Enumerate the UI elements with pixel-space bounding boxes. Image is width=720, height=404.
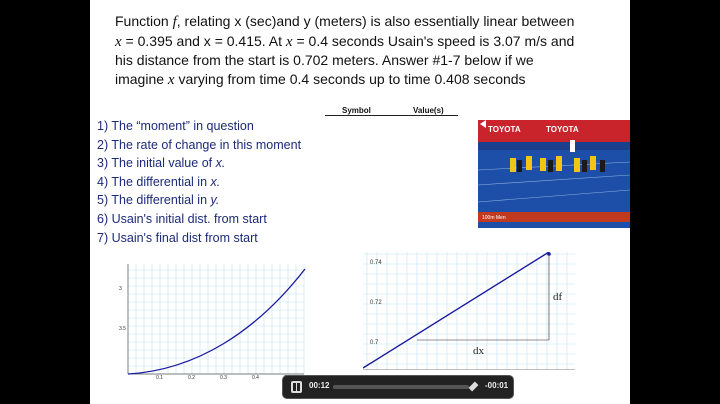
seek-handle[interactable]: [469, 382, 479, 392]
pause-icon: [293, 383, 296, 391]
question-2: 2) The rate of change in this moment: [97, 137, 302, 152]
question-3: 3) The initial value of x.: [97, 156, 226, 171]
statement-line-1: Function f, relating x (sec)and y (meters) is also essentially linear between: [115, 13, 575, 30]
pause-button[interactable]: [291, 381, 302, 393]
x-tick-label: 0.3: [220, 375, 227, 380]
remaining-time: -00:01: [485, 381, 509, 390]
elapsed-time: 00:12: [309, 381, 330, 390]
symbol-header: Symbol: [342, 106, 371, 115]
statement-line-4: imagine x varying from time 0.4 seconds up to time 0.408 seconds: [115, 70, 526, 88]
question-1: 1) The “moment” in question: [97, 119, 254, 133]
sponsor-banner: TOYOTA: [488, 125, 521, 134]
tangent-line: [363, 252, 549, 368]
y-tick-label: 0.7: [370, 340, 379, 346]
question-5: 5) The differential in y.: [97, 193, 220, 208]
race-photo: [478, 120, 630, 228]
video-player-controls: [282, 375, 514, 399]
problem-statement: [115, 12, 595, 89]
y-tick-label: 3: [119, 286, 122, 292]
df-label: df: [553, 291, 563, 303]
seek-bar[interactable]: [333, 385, 469, 389]
tv-caption: 100m Men: [482, 215, 506, 221]
statement-line-3: his distance from the start is 0.702 meters. Answer #1-7 below if we: [115, 52, 534, 68]
y-tick-label: 3.5: [119, 326, 126, 332]
right-graph: [363, 252, 575, 370]
slide: [90, 0, 630, 404]
x-tick-label: 0.4: [252, 375, 259, 380]
values-header: Value(s): [413, 106, 444, 115]
dx-label: dx: [473, 345, 484, 357]
x-tick-label: 0.1: [156, 375, 163, 380]
sponsor-banner-2: TOYOTA: [546, 125, 579, 134]
x-tick-label: 0.2: [188, 375, 195, 380]
question-4: 4) The differential in x.: [97, 174, 221, 189]
header-underline: [325, 115, 458, 116]
question-6: 6) Usain's initial dist. from start: [97, 211, 267, 226]
question-list: [97, 117, 301, 247]
y-tick-label: 0.72: [370, 300, 382, 306]
left-graph: [116, 262, 306, 380]
y-tick-label: 0.74: [370, 260, 382, 266]
statement-line-2: x = 0.395 and x = 0.415. At x = 0.4 seconds Usain's speed is 3.07 m/s and: [115, 32, 575, 50]
question-7: 7) Usain's final dist from start: [97, 230, 258, 245]
